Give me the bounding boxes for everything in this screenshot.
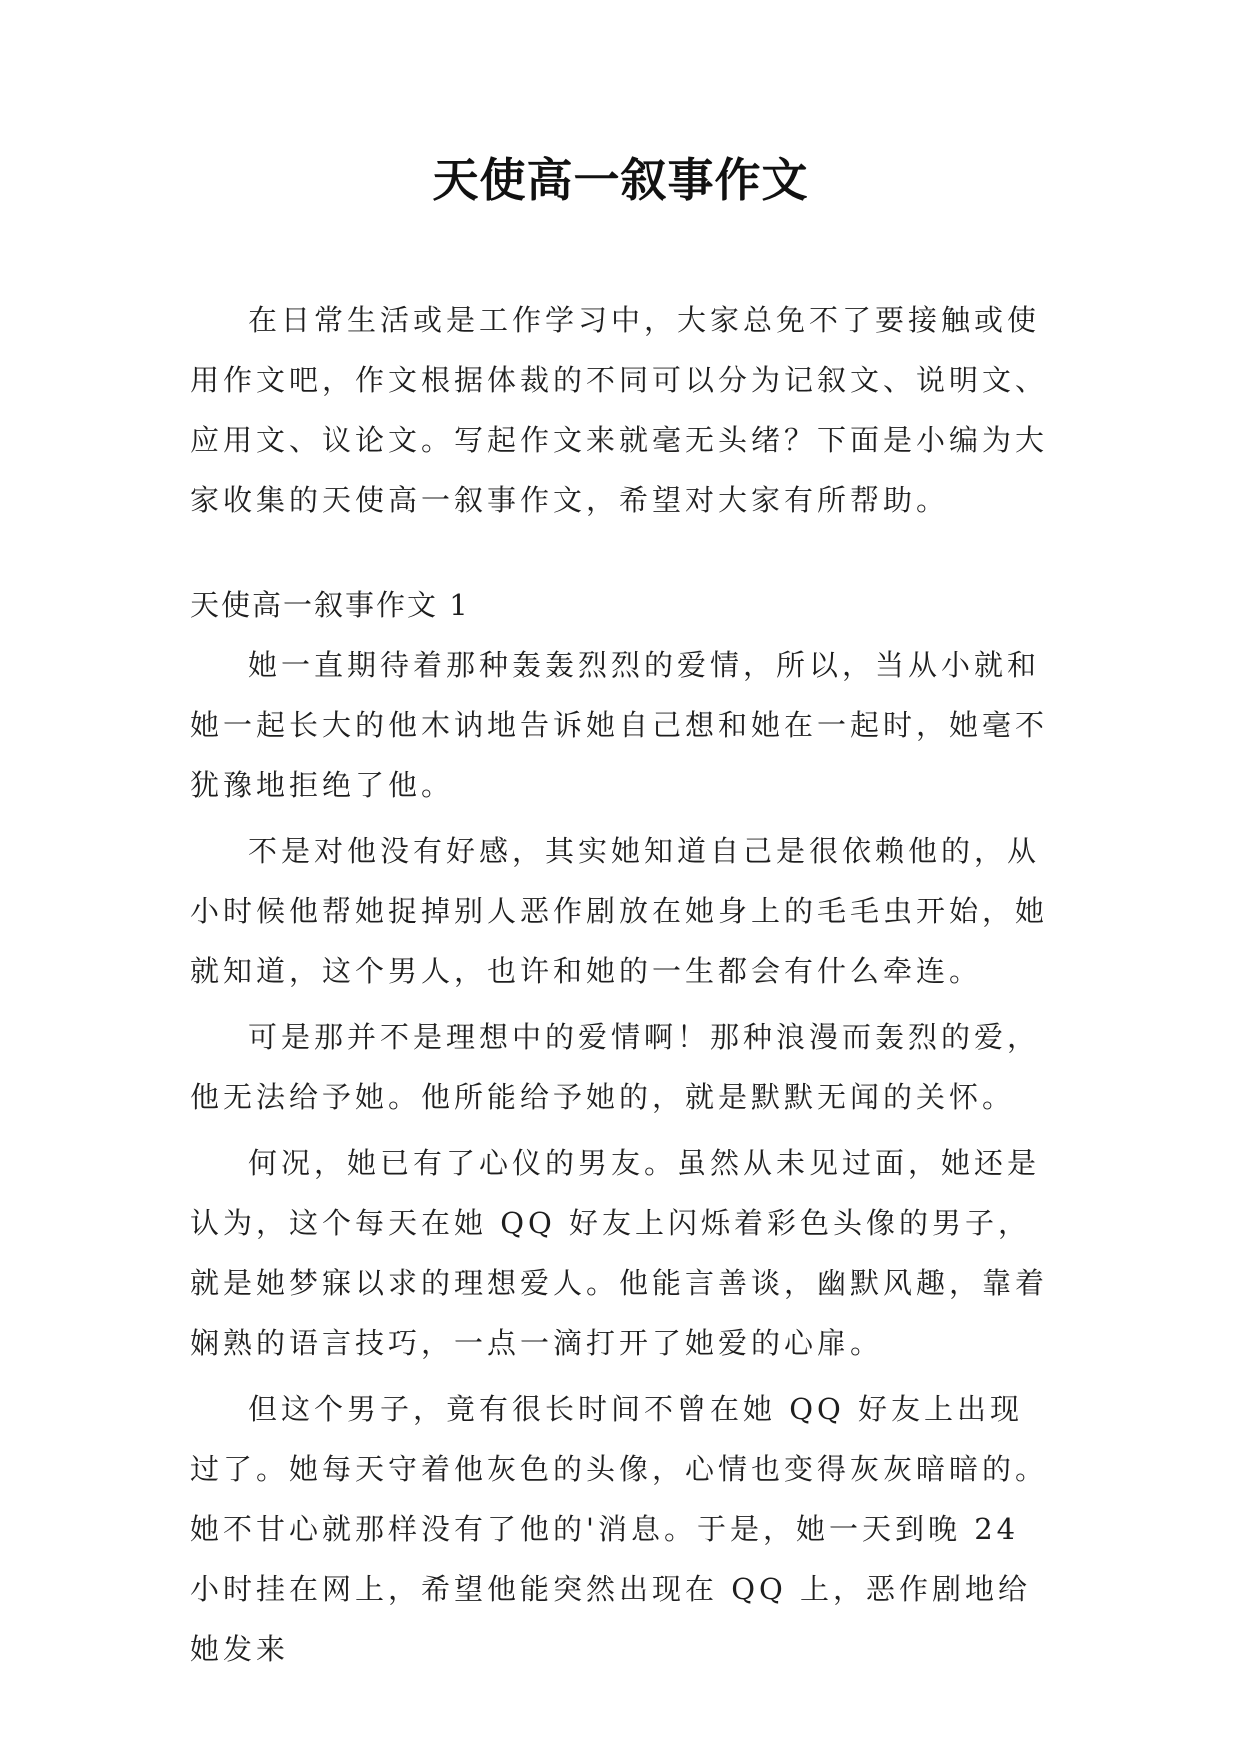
section-heading: 天使高一叙事作文 1 (190, 588, 470, 622)
paragraph-5: 但这个男子，竟有很长时间不曾在她 QQ 好友上出现过了。她每天守着他灰色的头像，心情也变得灰灰暗暗的。她不甘心就那样没有了他的'消息。于是，她一天到晚 24 小时挂在网上，希望他能突然出现在 QQ 上，恶作剧地给她发来 (190, 1392, 1049, 1666)
document-title: 天使高一叙事作文 (432, 153, 809, 207)
intro-paragraph: 在日常生活或是工作学习中，大家总免不了要接触或使用作文吧，作文根据体裁的不同可以分为记叙文、说明文、应用文、议论文。写起作文来就毫无头绪？下面是小编为大家收集的天使高一叙事作文，希望对大家有所帮助。 (190, 303, 1049, 517)
paragraph-3: 可是那并不是理想中的爱情啊！那种浪漫而轰烈的爱，他无法给予她。他所能给予她的，就是默默无闻的关怀。 (190, 1020, 1041, 1114)
paragraph-4: 何况，她已有了心仪的男友。虽然从未见过面，她还是认为，这个每天在她 QQ 好友上闪烁着彩色头像的男子，就是她梦寐以求的理想爱人。他能言善谈，幽默风趣，靠着娴熟的语言技巧，一点一滴打开了她爱的心扉。 (190, 1146, 1049, 1360)
essay-section-1 (190, 575, 1050, 1685)
intro-block (190, 290, 1050, 530)
paragraph-1: 她一直期待着那种轰轰烈烈的爱情，所以，当从小就和她一起长大的他木讷地告诉她自己想和她在一起时，她毫不犹豫地拒绝了他。 (190, 648, 1049, 802)
paragraph-2: 不是对他没有好感，其实她知道自己是很依赖他的，从小时候他帮她捉掉别人恶作剧放在她身上的毛毛虫开始，她就知道，这个男人，也许和她的一生都会有什么牵连。 (190, 834, 1049, 988)
